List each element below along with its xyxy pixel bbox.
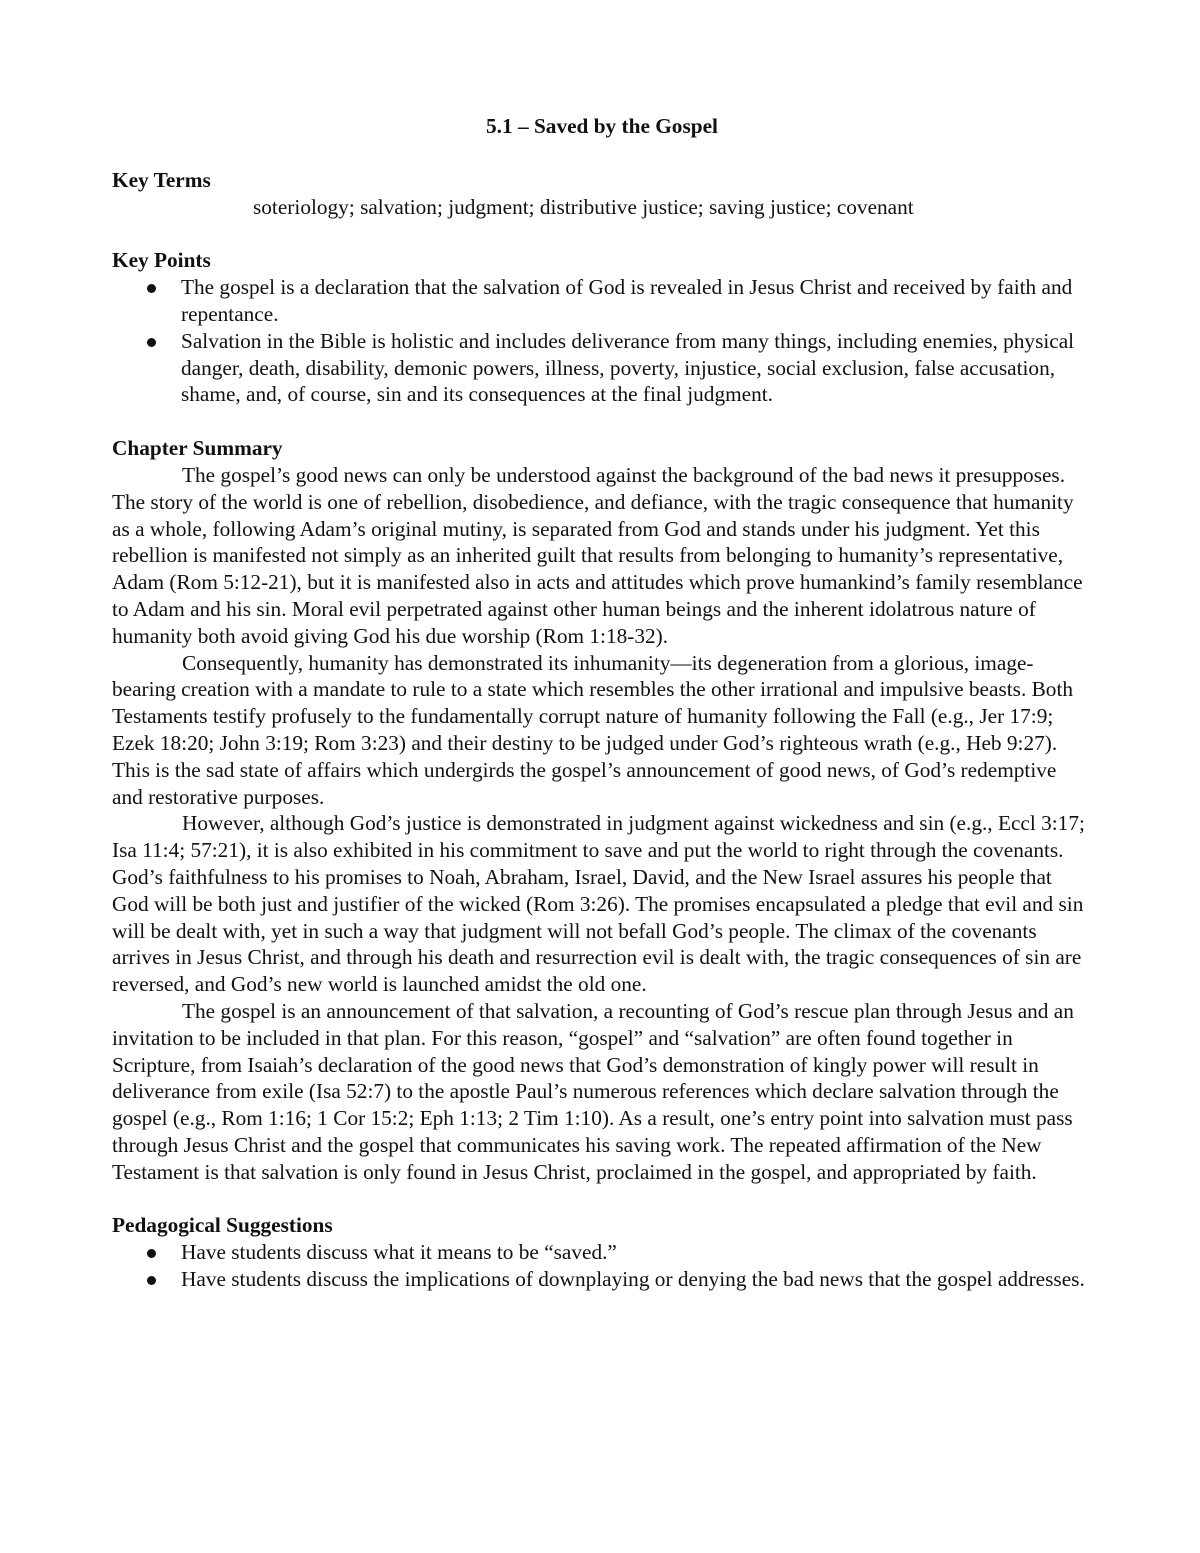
summary-paragraph: The gospel is an announcement of that salvation, a recounting of God’s rescue plan through Jesus and an invitation to be included in that plan. For this reason, “gospel” and “salvation” are often found together in Scripture, from Isaiah’s declaration of the good news that God’s demonstration of kingly power will result in deliverance from exile (Isa 52:7) to the apostle Paul’s numerous references which declare salvation through the gospel (e.g., Rom 1:16; 1 Cor 15:2; Eph 1:13; 2 Tim 1:10). As a result, one’s entry point into salvation must pass through Jesus Christ and the gospel that communicates his saving work. The repeated affirmation of the New Testament is that salvation is only found in Jesus Christ, proclaimed in the gospel, and appropriated by faith. xyxy=(112,998,1074,1184)
chapter-summary-body xyxy=(112,462,1092,1186)
key-points-list xyxy=(112,274,1092,408)
bullet-icon xyxy=(147,1249,156,1258)
document-page xyxy=(112,113,1092,1320)
summary-paragraph: The gospel’s good news can only be understood against the background of the bad news it presupposes. The story of the world is one of rebellion, disobedience, and defiance, with the tragic consequence that humanity as a whole, following Adam’s original mutiny, is separated from God and stands under his judgment. Yet this rebellion is manifested not simply as an inherited guilt that results from belonging to humanity’s representative, Adam (Rom 5:12-21), but it is manifested also in acts and attitudes which prove humankind’s family resemblance to Adam and his sin. Moral evil perpetrated against other human beings and the inherent idolatrous nature of humanity both avoid giving God his due worship (Rom 1:18-32). xyxy=(112,462,1083,648)
list-item-text: The gospel is a declaration that the salvation of God is revealed in Jesus Christ and received by faith and repentance. xyxy=(181,275,1073,326)
bullet-icon xyxy=(147,284,156,293)
bullet-icon xyxy=(147,1276,156,1285)
bullet-icon xyxy=(147,338,156,347)
list-item xyxy=(112,1239,1092,1266)
list-item xyxy=(112,1266,1092,1293)
list-item xyxy=(112,274,1092,328)
document-title: 5.1 – Saved by the Gospel xyxy=(486,114,718,138)
list-item-text: Have students discuss the implications of downplaying or denying the bad news that the gospel addresses. xyxy=(181,1267,1085,1292)
list-item xyxy=(112,328,1092,408)
key-terms-text: soteriology; salvation; judgment; distributive justice; saving justice; covenant xyxy=(253,194,914,219)
key-points-heading: Key Points xyxy=(112,248,211,273)
list-item-text: Have students discuss what it means to be “saved.” xyxy=(181,1240,617,1265)
list-item-text: Salvation in the Bible is holistic and includes deliverance from many things, including enemies, physical danger, death, disability, demonic powers, illness, poverty, injustice, social exclusion, false accusation, shame, and, of course, sin and its consequences at the final judgment. xyxy=(181,328,1075,407)
summary-paragraph: However, although God’s justice is demonstrated in judgment against wickedness and sin (e.g., Eccl 3:17; Isa 11:4; 57:21), it is also exhibited in his commitment to save and put the world to right through the covenants. God’s faithfulness to his promises to Noah, Abraham, Israel, David, and the New Israel assures his people that God will be both just and justifier of the wicked (Rom 3:26). The promises encapsulated a pledge that evil and sin will be dealt with, yet in such a way that judgment will not befall God’s people. The climax of the covenants arrives in Jesus Christ, and through his death and resurrection evil is dealt with, the tragic consequences of sin are reversed, and God’s new world is launched amidst the old one. xyxy=(112,811,1085,997)
chapter-summary-heading: Chapter Summary xyxy=(112,436,283,461)
summary-paragraph: Consequently, humanity has demonstrated its inhumanity—its degeneration from a glorious, image-bearing creation with a mandate to rule to a state which resembles the other irrational and impulsive beasts. Both Testaments testify profusely to the fundamentally corrupt nature of humanity following the Fall (e.g., Jer 17:9; Ezek 18:20; John 3:19; Rom 3:23) and their destiny to be judged under God’s righteous wrath (e.g., Heb 9:27). This is the sad state of affairs which undergirds the gospel’s announcement of good news, of God’s redemptive and restorative purposes. xyxy=(112,650,1074,809)
pedagogical-suggestions-list xyxy=(112,1239,1092,1293)
pedagogical-suggestions-heading: Pedagogical Suggestions xyxy=(112,1213,333,1238)
key-terms-heading: Key Terms xyxy=(112,167,211,192)
